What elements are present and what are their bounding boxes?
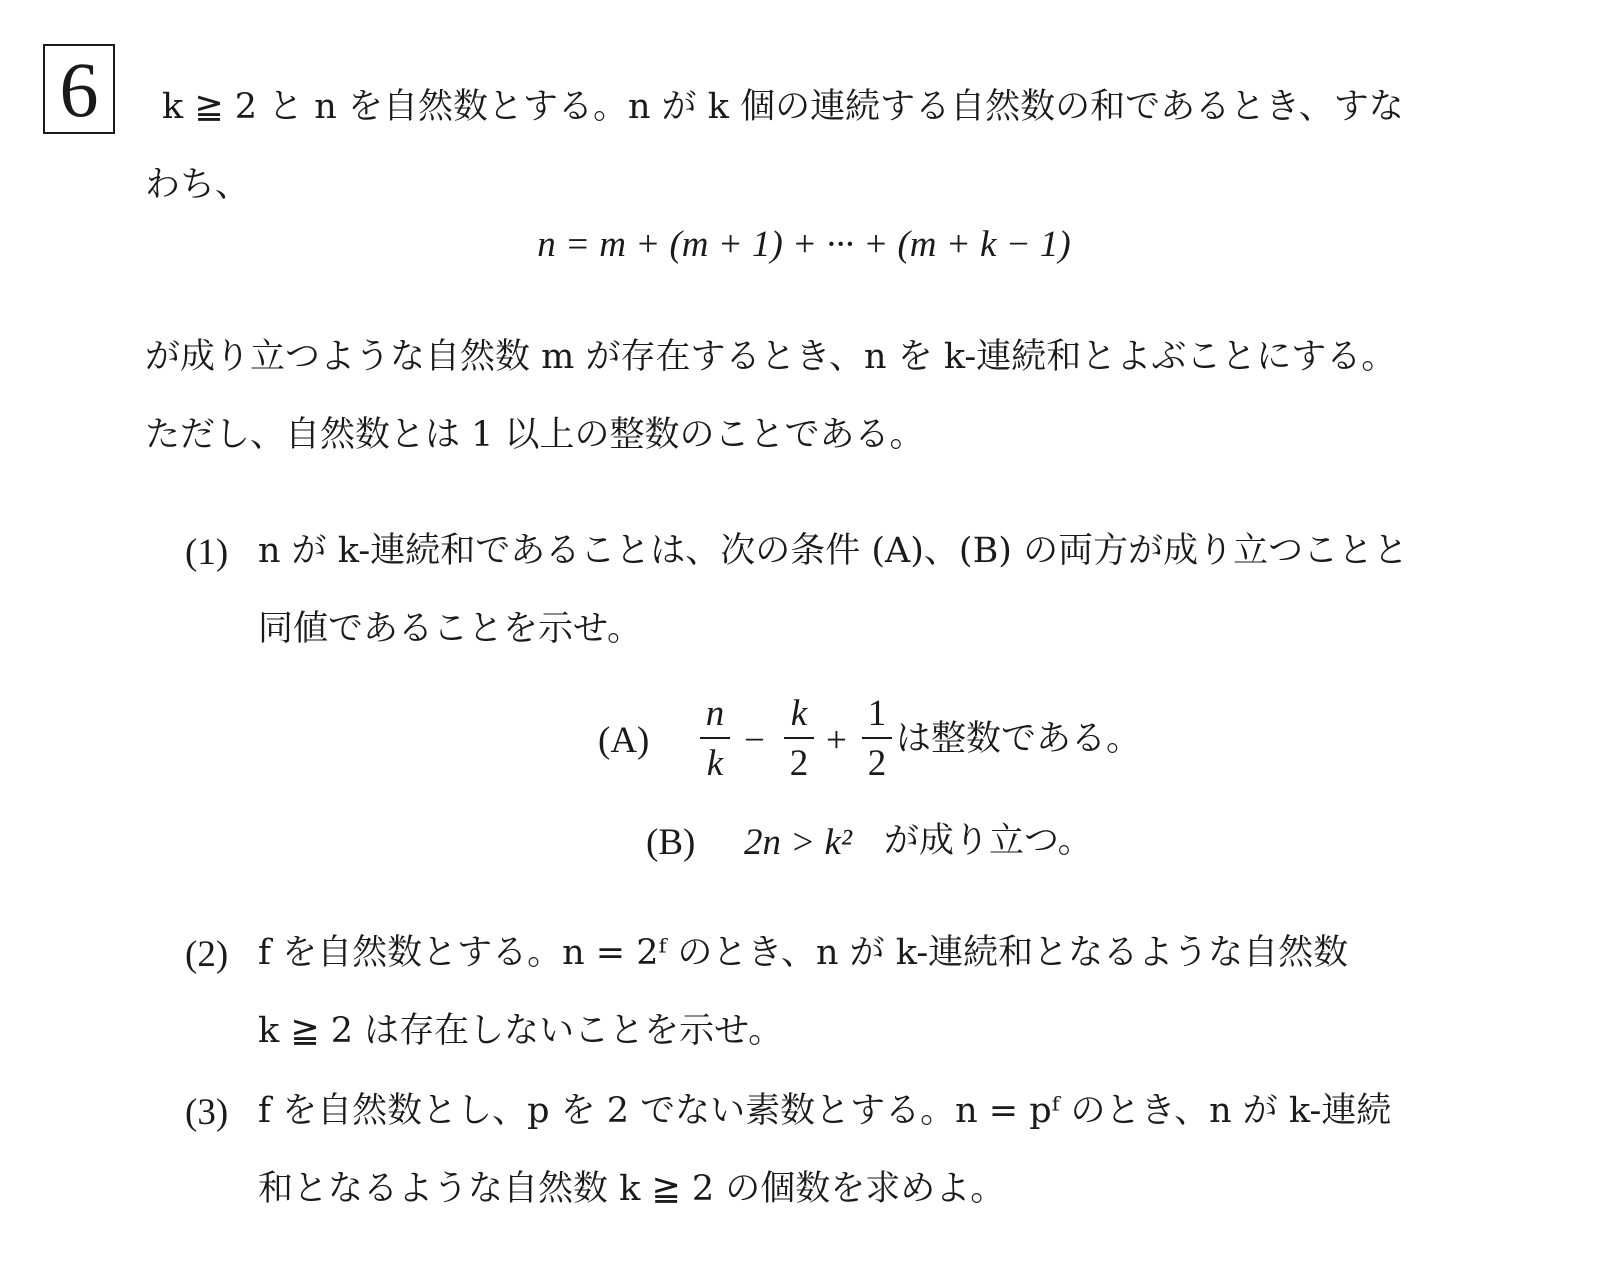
fraction-denominator: 2	[867, 743, 887, 784]
part2-line-2: k ≧ 2 は存在しないことを示せ。	[258, 1011, 784, 1051]
fraction-bar	[700, 737, 730, 739]
condition-a-text: は整数である。	[896, 719, 1142, 759]
fraction-numerator: n	[705, 693, 725, 734]
fraction-numerator: 1	[867, 693, 887, 734]
sum-formula: n = m + (m + 1) + ··· + (m + k − 1)	[537, 224, 1071, 265]
fraction-1-over-2	[862, 695, 892, 785]
part2-line-1: f を自然数とする。n = 2ᶠ のとき、n が k-連続和となるような自然数	[258, 933, 1349, 973]
fraction-bar	[862, 737, 892, 739]
part2-label: (2)	[185, 934, 229, 975]
fraction-denominator: k	[706, 743, 724, 784]
intro-line-3: が成り立つような自然数 m が存在するとき、n を k-連続和とよぶことにする。	[145, 337, 1397, 377]
problem-number: 6	[43, 44, 115, 134]
intro-line-1: k ≧ 2 と n を自然数とする。n が k 個の連続する自然数の和であるとき、すな	[162, 87, 1404, 127]
part3-line-1: f を自然数とし、p を 2 でない素数とする。n = pᶠ のとき、n が k-連続	[258, 1091, 1392, 1131]
intro-line-2: わち、	[145, 165, 251, 205]
condition-b-text: が成り立つ。	[884, 821, 1093, 861]
fraction-bar	[784, 737, 814, 739]
condition-b-label: (B)	[646, 822, 696, 863]
minus-sign: −	[744, 720, 765, 761]
fraction-k-over-2	[784, 695, 814, 785]
part3-line-2: 和となるような自然数 k ≧ 2 の個数を求めよ。	[258, 1169, 1006, 1209]
condition-a-label: (A)	[598, 720, 650, 761]
part1-label: (1)	[185, 532, 229, 573]
fraction-numerator: k	[790, 693, 808, 734]
part3-label: (3)	[185, 1092, 229, 1133]
part1-line-2: 同値であることを示せ。	[258, 609, 642, 649]
fraction-n-over-k	[700, 695, 730, 785]
intro-line-4: ただし、自然数とは 1 以上の整数のことである。	[145, 415, 925, 455]
part1-line-1: n が k-連続和であることは、次の条件 (A)、(B) の両方が成り立つことと	[258, 531, 1409, 571]
fraction-denominator: 2	[789, 743, 809, 784]
plus-sign: +	[826, 720, 847, 761]
condition-b-inequality: 2n > k²	[744, 822, 852, 863]
